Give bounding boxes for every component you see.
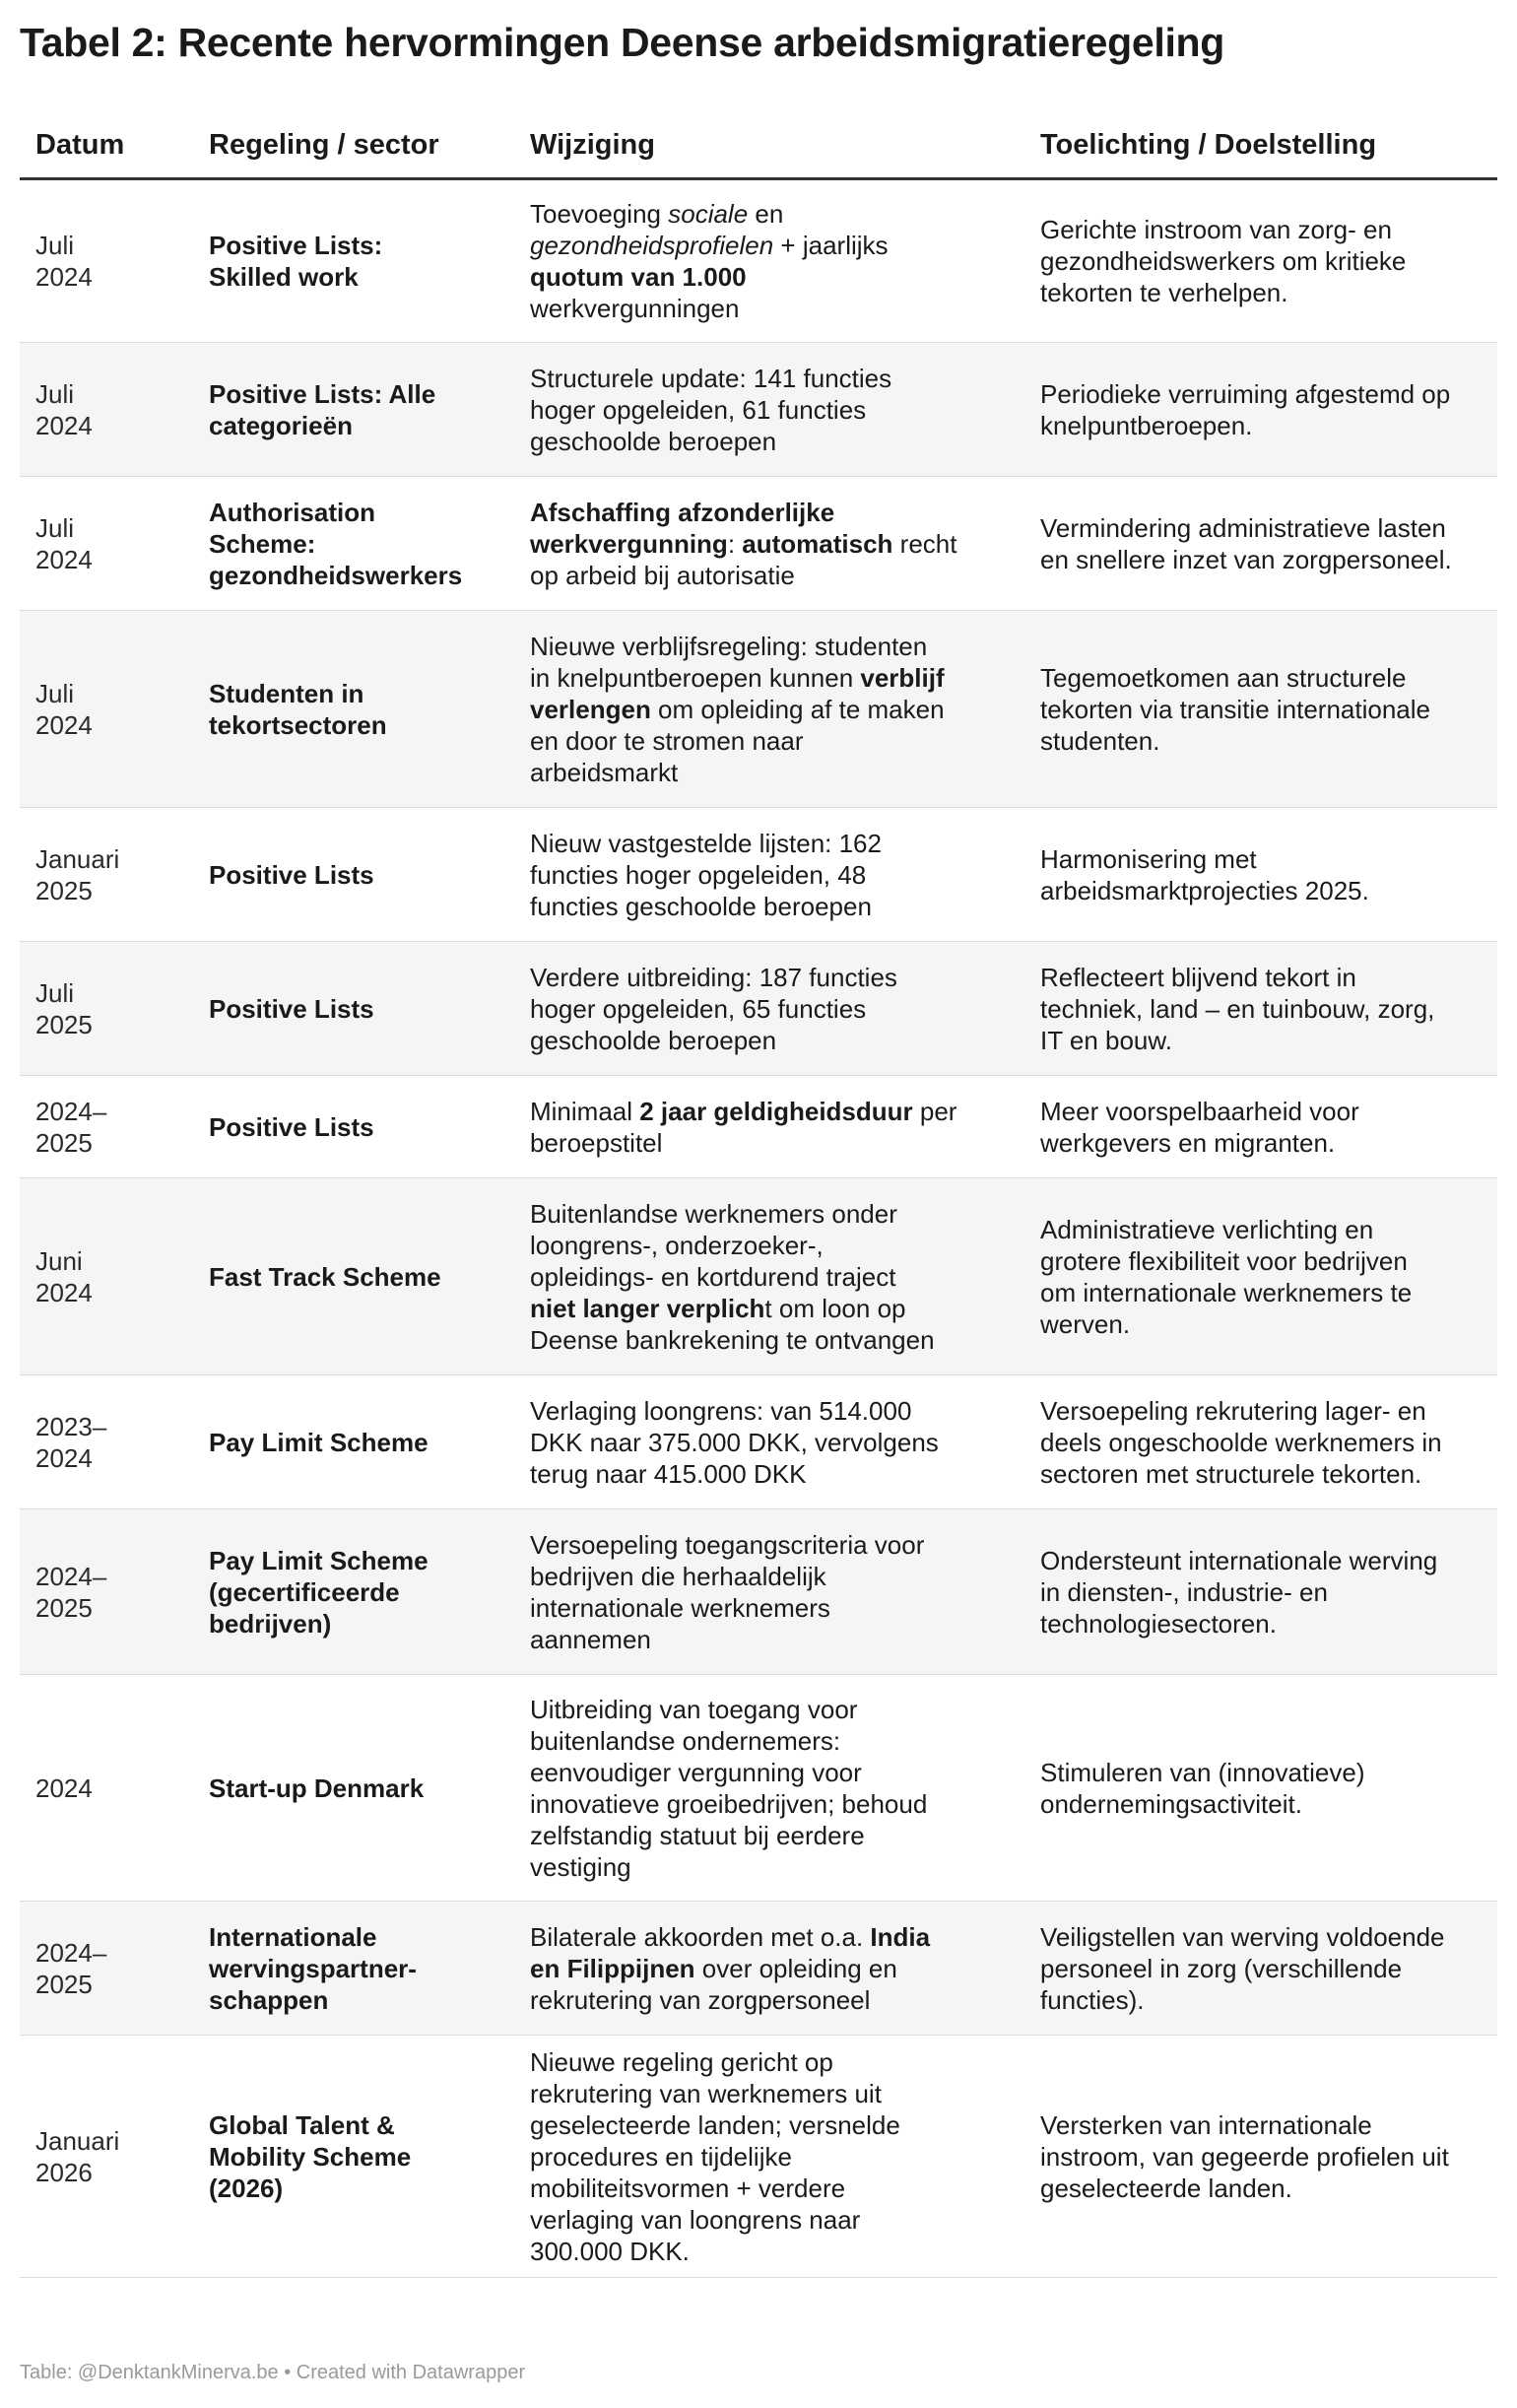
table-row [20,1675,1497,1902]
text-segment: werkvergunningen [530,294,740,323]
cell-line [530,426,1009,457]
text-segment: Verdere uitbreiding: 187 functies [530,962,897,992]
cell-line [530,1395,1009,1427]
table-row [20,2036,1497,2278]
table-row [20,179,1497,343]
cell-line: wervingspartner- [209,1953,417,1983]
cell-line [530,1261,1009,1293]
cell-date [20,808,193,942]
cell-line: grotere flexibiliteit voor bedrijven [1040,1245,1408,1276]
text-segment: t om loon op [764,1293,906,1323]
cell-line: personeel in zorg (verschillende [1040,1953,1403,1983]
cell-change [514,1178,1024,1375]
cell-date [20,2036,193,2278]
text-segment: rekrutering van werknemers uit [530,2078,882,2108]
cell-change [514,477,1024,611]
cell-line [530,1427,1009,1458]
cell-line: Tegemoetkomen aan structurele [1040,662,1407,693]
cell-sector [193,179,514,343]
cell-line: 2024 [35,262,93,292]
cell-change [514,1375,1024,1509]
table-row [20,611,1497,808]
cell-date [20,1076,193,1178]
text-segment: Verlaging loongrens: van 514.000 [530,1395,912,1426]
text-segment: gezondheidsprofielen [530,231,774,260]
text-segment: Structurele update: 141 functies [530,363,892,393]
text-segment: terug naar 415.000 DKK [530,1458,807,1489]
cell-line: tekorten via transitie internationale [1040,694,1431,724]
cell-line: technologiesectoren. [1040,1608,1277,1639]
cell-sector [193,1675,514,1902]
cell-change [514,942,1024,1076]
cell-line [530,828,1009,859]
cell-line [530,662,1009,694]
cell-line: Ondersteunt internationale werving [1040,1545,1438,1575]
cell-line [530,2236,1009,2267]
cell-line: 2024 [35,1442,93,1473]
text-segment: verblijf [860,662,945,693]
text-segment: Buitenlandse werknemers onder [530,1198,897,1229]
cell-line [530,528,1009,560]
cell-line [530,293,1009,324]
text-segment: verlaging van loongrens naar [530,2204,861,2235]
text-segment: DKK naar 375.000 DKK, vervolgens [530,1427,939,1457]
cell-change [514,808,1024,942]
cell-line: tekortsectoren [209,709,387,740]
cell-sector [193,343,514,477]
cell-line: arbeidsmarktprojecties 2025. [1040,875,1369,905]
cell-note [1024,179,1497,343]
table-row [20,343,1497,477]
cell-line [530,1694,1009,1725]
cell-change [514,179,1024,343]
cell-date [20,1675,193,1902]
cell-line: ondernemingsactiviteit. [1040,1788,1302,1819]
reform-table [20,112,1497,2278]
cell-date [20,942,193,1076]
cell-line: 2024 [35,1773,93,1803]
cell-line: 2025 [35,1009,93,1039]
cell-line: werkgevers en migranten. [1040,1127,1336,1158]
cell-note [1024,1178,1497,1375]
cell-note [1024,808,1497,942]
cell-line [530,198,1009,230]
cell-line [530,363,1009,394]
text-segment: India [870,1921,931,1952]
cell-line: Juni [35,1245,83,1276]
cell-note [1024,477,1497,611]
text-segment: Afschaffing afzonderlijke [530,497,835,527]
text-segment: hoger opgeleiden, 65 functies [530,993,867,1024]
cell-line: Pay Limit Scheme [209,1427,429,1457]
cell-sector [193,1178,514,1375]
text-segment: Nieuw vastgestelde lijsten: 162 [530,828,882,858]
cell-line: knelpuntberoepen. [1040,410,1253,440]
cell-date [20,477,193,611]
text-segment: internationale werknemers [530,1592,830,1623]
cell-note [1024,1509,1497,1675]
cell-date [20,611,193,808]
cell-line [530,1096,1009,1127]
cell-sector [193,2036,514,2278]
column-header-wijziging: Wijziging [514,112,1024,179]
cell-line: om internationale werknemers te [1040,1277,1413,1307]
cell-line: 2024 [35,1277,93,1307]
cell-sector [193,1076,514,1178]
cell-line [530,2204,1009,2236]
text-segment: verlengen [530,694,651,724]
cell-change [514,611,1024,808]
cell-note [1024,1076,1497,1178]
cell-line [530,1458,1009,1490]
cell-line: Positive Lists: Alle [209,378,436,409]
text-segment: 300.000 DKK. [530,2236,690,2266]
text-segment: automatisch [742,528,893,559]
cell-line: Reflecteert blijvend tekort in [1040,962,1356,992]
cell-line: 2024 [35,410,93,440]
cell-line [530,1127,1009,1159]
cell-line: Positive Lists [209,993,374,1024]
cell-line [530,2078,1009,2109]
cell-change [514,2036,1024,2278]
text-segment: op arbeid bij autorisatie [530,560,795,590]
table-header [20,112,1497,179]
cell-line [530,1529,1009,1561]
cell-line [530,757,1009,788]
table-row [20,477,1497,611]
text-segment: Versoepeling toegangscriteria voor [530,1529,925,1560]
cell-line: Studenten in [209,678,364,708]
cell-change [514,343,1024,477]
cell-line: Periodieke verruiming afgestemd op [1040,378,1451,409]
cell-line: Pay Limit Scheme [209,1545,429,1575]
text-segment: opleidings- en kortdurend traject [530,1261,896,1292]
cell-line: Meer voorspelbaarheid voor [1040,1096,1359,1126]
table-row [20,1902,1497,2036]
cell-date [20,1375,193,1509]
text-segment: functies hoger opgeleiden, 48 [530,859,867,890]
cell-note [1024,2036,1497,2278]
cell-change [514,1076,1024,1178]
cell-line [530,891,1009,922]
cell-date [20,1902,193,2036]
text-segment: in knelpuntberoepen kunnen [530,662,861,693]
cell-line: Juli [35,512,75,543]
cell-line: Gerichte instroom van zorg- en [1040,215,1392,244]
cell-line [530,1921,1009,1953]
cell-date [20,343,193,477]
cell-line: 2024– [35,1096,107,1126]
column-header-datum: Datum [20,112,193,179]
text-segment: Minimaal [530,1096,640,1126]
cell-line: Positive Lists: [209,231,383,260]
cell-line: en snellere inzet van zorgpersoneel. [1040,544,1452,574]
text-segment: hoger opgeleiden, 61 functies [530,394,867,425]
cell-line: studenten. [1040,725,1160,756]
cell-line [530,2141,1009,2173]
cell-line [530,2173,1009,2204]
table-body [20,179,1497,2278]
text-segment: recht [892,528,957,559]
cell-line [530,631,1009,662]
text-segment: 2 jaar geldigheidsduur [639,1096,913,1126]
cell-line [530,694,1009,725]
text-segment: bedrijven die herhaaldelijk [530,1561,826,1591]
cell-line: 2025 [35,1969,93,1999]
cell-line [530,1592,1009,1624]
cell-line: 2025 [35,1127,93,1158]
cell-line [530,2046,1009,2078]
text-segment: arbeidsmarkt [530,757,679,787]
text-segment: om opleiding af te maken [650,694,945,724]
cell-line [530,993,1009,1025]
cell-note [1024,942,1497,1076]
cell-line [530,1984,1009,2016]
cell-note [1024,611,1497,808]
text-segment: geschoolde beroepen [530,426,777,456]
cell-sector [193,1902,514,2036]
cell-line: werven. [1040,1308,1131,1339]
cell-line: (gecertificeerde [209,1576,400,1607]
cell-line: Mobility Scheme [209,2141,412,2172]
cell-line: gezondheidswerkers [209,560,463,590]
text-segment: niet langer verplich [530,1293,765,1323]
cell-note [1024,1375,1497,1509]
text-segment: Bilaterale akkoorden met o.a. [530,1921,871,1952]
text-segment: werkvergunning [530,528,728,559]
cell-line: Harmonisering met [1040,843,1257,874]
cell-line: tekorten te verhelpen. [1040,278,1288,307]
cell-line [530,1198,1009,1230]
cell-sector [193,477,514,611]
table-row [20,1509,1497,1675]
cell-line: 2024 [35,709,93,740]
column-header-regeling: Regeling / sector [193,112,514,179]
text-segment: Nieuwe verblijfsregeling: studenten [530,631,928,661]
text-segment: mobiliteitsvormen + verdere [530,2173,846,2203]
cell-date [20,179,193,343]
text-segment: loongrens-, onderzoeker-, [530,1230,824,1260]
cell-line: (2026) [209,2173,284,2203]
cell-line: Juli [35,977,75,1008]
cell-sector [193,942,514,1076]
text-segment: Nieuwe regeling gericht op [530,2046,833,2077]
cell-line [530,725,1009,757]
cell-line [530,497,1009,528]
text-segment: innovatieve groeibedrijven; behoud [530,1788,928,1819]
text-segment: sociale [668,199,749,229]
table-row [20,1375,1497,1509]
cell-line: instroom, van gegeerde profielen uit [1040,2141,1449,2172]
cell-line [530,1953,1009,1984]
text-segment: en door te stromen naar [530,725,804,756]
cell-line: categorieën [209,410,353,440]
cell-line [530,859,1009,891]
cell-line [530,1757,1009,1788]
cell-line: Januari [35,2125,120,2156]
cell-date [20,1178,193,1375]
cell-note [1024,343,1497,477]
cell-line: 2025 [35,875,93,905]
text-segment: Uitbreiding van toegang voor [530,1694,858,1724]
text-segment: en [748,199,784,229]
text-segment: + jaarlijks [773,231,889,260]
header-row [20,112,1497,179]
cell-line: Versoepeling rekrutering lager- en [1040,1395,1426,1426]
cell-sector [193,808,514,942]
text-segment: geselecteerde landen; versnelde [530,2109,900,2140]
cell-line [530,1561,1009,1592]
cell-line: techniek, land – en tuinbouw, zorg, [1040,993,1435,1024]
text-segment: zelfstandig statuut bij eerdere [530,1820,865,1850]
text-segment: vestiging [530,1851,631,1882]
cell-line [530,1624,1009,1655]
text-segment: beroepstitel [530,1127,663,1158]
cell-line [530,1820,1009,1851]
cell-line [530,1230,1009,1261]
cell-line [530,1725,1009,1757]
cell-line [530,1324,1009,1356]
cell-line: Januari [35,843,120,874]
cell-line [530,1788,1009,1820]
cell-sector [193,611,514,808]
text-segment: Deense bankrekening te ontvangen [530,1324,935,1355]
cell-line [530,2109,1009,2141]
cell-line: Internationale [209,1921,377,1952]
column-header-toelichting: Toelichting / Doelstelling [1024,112,1497,179]
table-row [20,1178,1497,1375]
table-row [20,1076,1497,1178]
cell-line [530,230,1009,261]
cell-line: bedrijven) [209,1608,332,1639]
cell-line: Positive Lists [209,859,374,890]
cell-date [20,1509,193,1675]
cell-line: Juli [35,678,75,708]
cell-line: functies). [1040,1984,1145,2015]
text-segment: : [727,528,743,559]
cell-line: Juli [35,378,75,409]
text-segment: quotum van 1.000 [530,262,747,292]
cell-line: deels ongeschoolde werknemers in [1040,1427,1442,1457]
text-segment: Toevoeging [530,199,669,229]
cell-line: Positive Lists [209,1111,374,1142]
cell-change [514,1902,1024,2036]
cell-sector [193,1509,514,1675]
text-segment: geschoolde beroepen [530,1025,777,1055]
cell-line: Juli [35,231,75,260]
cell-line: Fast Track Scheme [209,1261,441,1292]
cell-line: in diensten-, industrie- en [1040,1576,1328,1607]
text-segment: aannemen [530,1624,651,1654]
cell-line [530,560,1009,591]
cell-line: Skilled work [209,262,359,292]
text-segment: rekrutering van zorgpersoneel [530,1984,871,2015]
cell-line: 2024– [35,1561,107,1591]
cell-note [1024,1675,1497,1902]
cell-line: Administratieve verlichting en [1040,1214,1374,1244]
cell-line [530,962,1009,993]
cell-line: 2024– [35,1937,107,1968]
table-row [20,808,1497,942]
cell-line: Vermindering administratieve lasten [1040,512,1446,543]
cell-line: sectoren met structurele tekorten. [1040,1458,1422,1489]
cell-line: Start-up Denmark [209,1773,425,1803]
text-segment: procedures en tijdelijke [530,2141,792,2172]
text-segment: en Filippijnen [530,1953,695,1983]
cell-line: Versterken van internationale [1040,2109,1372,2140]
cell-change [514,1509,1024,1675]
cell-line [530,1293,1009,1324]
cell-line: schappen [209,1984,329,2015]
cell-line: Scheme: [209,528,316,559]
cell-line [530,394,1009,426]
cell-sector [193,1375,514,1509]
text-segment: functies geschoolde beroepen [530,891,872,921]
text-segment: buitenlandse ondernemers: [530,1725,841,1756]
cell-line [530,1851,1009,1883]
cell-line: 2026 [35,2157,93,2187]
table-title: Tabel 2: Recente hervormingen Deense arbeidsmigratieregeling [20,20,1225,65]
cell-line: geselecteerde landen. [1040,2173,1292,2203]
cell-line: 2025 [35,1592,93,1623]
table-row [20,942,1497,1076]
cell-note [1024,1902,1497,2036]
cell-line: Stimuleren van (innovatieve) [1040,1757,1365,1787]
cell-line [530,261,1009,293]
text-segment: over opleiding en [694,1953,897,1983]
cell-change [514,1675,1024,1902]
cell-line: 2023– [35,1411,107,1441]
cell-line: gezondheidswerkers om kritieke [1040,246,1407,276]
cell-line: Veiligstellen van werving voldoende [1040,1921,1445,1952]
source-footer: Table: @DenktankMinerva.be • Created with Datawrapper [20,2362,526,2383]
text-segment: per [912,1096,957,1126]
cell-line: 2024 [35,544,93,574]
cell-line [530,1025,1009,1056]
cell-line: Global Talent & [209,2109,395,2140]
text-segment: eenvoudiger vergunning voor [530,1757,862,1787]
cell-line: Authorisation [209,497,375,527]
cell-line: IT en bouw. [1040,1025,1172,1055]
